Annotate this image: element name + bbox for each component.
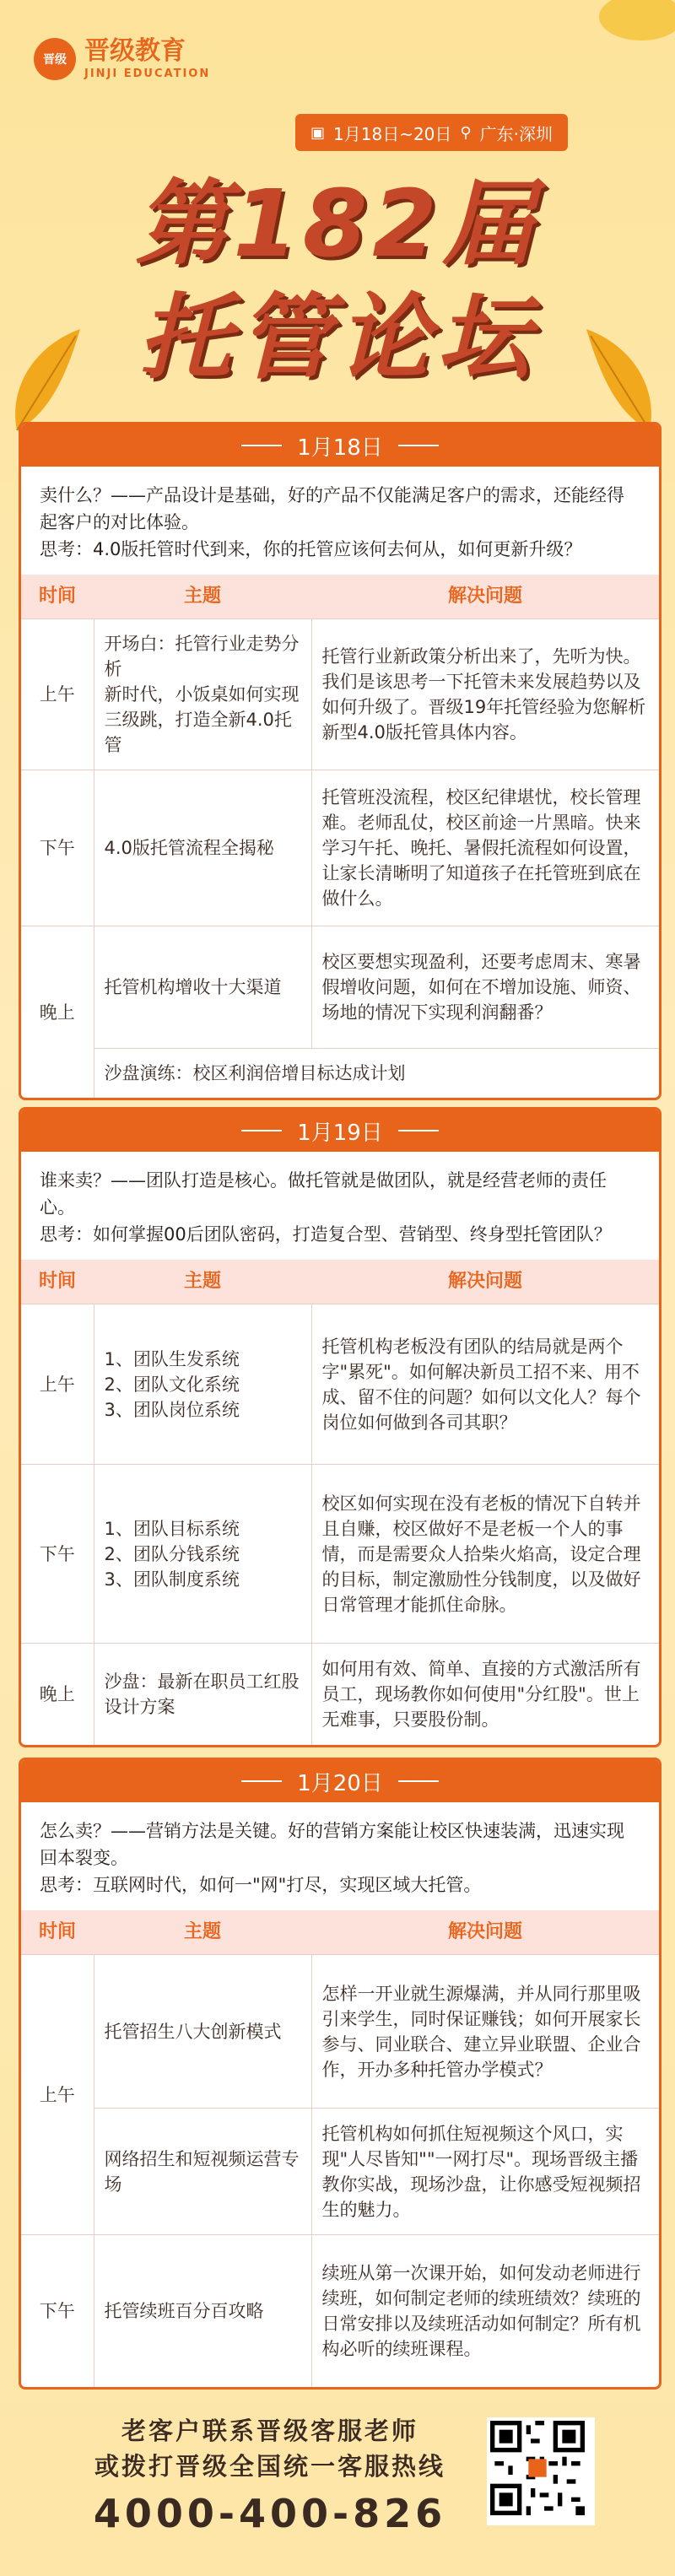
day-header [21, 1760, 659, 1802]
row-time: 晚上 [21, 926, 94, 1099]
table-row [21, 1465, 659, 1644]
day-intro [21, 1802, 659, 1910]
intro-question: 怎么卖？——营销方法是关键。好的营销方案能让校区快速装满，迅速实现回本裂变。 [40, 1821, 624, 1868]
event-dates: 1月18日~20日 [333, 123, 452, 144]
row-solution: 托管行业新政策分析出来了，先听为快。我们是该思考一下托管未来发展趋势以及如何升级了。晋级19年托管经验为您解析新型4.0版托管具体内容。 [311, 619, 659, 770]
header-solution: 解决问题 [311, 575, 659, 619]
table-row [21, 1955, 659, 2109]
row-time: 上午 [21, 1955, 94, 2235]
header-time: 时间 [21, 575, 94, 619]
table-row [21, 2109, 659, 2235]
qr-code[interactable] [487, 2417, 595, 2525]
table-row [21, 926, 659, 1049]
table-row [21, 619, 659, 770]
row-solution: 续班从第一次课开始，如何发动老师进行续班，如何制定老师的续班绩效？续班的日常安排以及续班活动如何制定？所有机构必听的续班课程。 [311, 2235, 659, 2387]
table-row [21, 2235, 659, 2387]
row-topic: 4.0版托管流程全揭秘 [94, 770, 311, 926]
date-location-badge [295, 114, 568, 151]
row-solution: 托管机构老板没有团队的结局就是两个字"累死"。如何解决新员工招不来、用不成、留不住的问题？如何以文化人？每个岗位如何做到各司其职？ [311, 1304, 659, 1465]
row-topic: 托管续班百分百攻略 [94, 2235, 311, 2387]
header-topic: 主题 [94, 575, 311, 619]
event-title-name: 托管论坛 [138, 284, 537, 392]
day-header [21, 1110, 659, 1152]
contact-text [51, 2413, 489, 2536]
row-topic: 托管招生八大创新模式 [94, 1955, 311, 2109]
header-solution: 解决问题 [311, 1260, 659, 1304]
row-solution: 托管机构如何抓住短视频这个风口，实现"人尽皆知""一网打尽"。现场晋级主播教你实战，现场沙盘，让你感受短视频招生的魅力。 [311, 2109, 659, 2235]
table-row [21, 770, 659, 926]
row-solution: 校区如何实现在没有老板的情况下自转并且自赚，校区做好不是老板一个人的事情，而是需要众人拾柴火焰高，设定合理的目标，制定激励性分钱制度，以及做好日常管理才能抓住命脉。 [311, 1465, 659, 1644]
intro-question: 卖什么？——产品设计是基础，好的产品不仅能满足客户的需求，还能经得起客户的对比体验。 [40, 485, 624, 532]
day-header [21, 424, 659, 467]
header-solution: 解决问题 [311, 1910, 659, 1955]
intro-question: 谁来卖？——团队打造是核心。做托管就是做团队，就是经营老师的责任心。 [40, 1170, 607, 1218]
header-time: 时间 [21, 1910, 94, 1955]
row-extra: 沙盘演练：校区利润倍增目标达成计划 [94, 1049, 659, 1099]
event-header [0, 0, 675, 422]
location-pin-icon: ⚲ [460, 123, 472, 142]
calendar-icon: ▣ [310, 123, 326, 142]
day-date: 1月18日 [297, 435, 383, 461]
row-solution: 如何用有效、简单、直接的方式激活所有员工，现场教你如何使用"分红股"。世上无难事，只要股份制。 [311, 1644, 659, 1745]
day-card [19, 1107, 662, 1747]
day-card [19, 422, 662, 1100]
header-topic: 主题 [94, 1260, 311, 1304]
intro-thinking: 思考：4.0版托管时代到来，你的托管应该何去何从，如何更新升级？ [40, 539, 582, 559]
qr-code-icon [490, 2421, 585, 2515]
brand-logo [34, 35, 211, 80]
intro-thinking: 思考：互联网时代，如何一"网"打尽，实现区域大托管。 [40, 1875, 482, 1895]
brand-name-cn: 晋级教育 [84, 35, 186, 66]
row-time: 下午 [21, 2235, 94, 2387]
table-row [21, 1644, 659, 1745]
day-date: 1月20日 [297, 1770, 383, 1796]
hotline-phone[interactable]: 4000-400-826 [93, 2491, 447, 2536]
table-row [21, 1304, 659, 1465]
schedule-table [21, 1910, 659, 2387]
table-header-row [21, 1260, 659, 1304]
intro-thinking: 思考：如何掌握00后团队密码，打造复合型、营销型、终身型托管团队？ [40, 1224, 612, 1245]
header-time: 时间 [21, 1260, 94, 1304]
table-row [21, 1049, 659, 1099]
header-topic: 主题 [94, 1910, 311, 1955]
schedule-table [21, 1260, 659, 1745]
schedule-table [21, 575, 659, 1098]
logo-icon: 晋级 [34, 38, 76, 80]
day-date: 1月19日 [297, 1120, 383, 1146]
row-time: 上午 [21, 1304, 94, 1465]
event-location: 广东·深圳 [479, 123, 553, 144]
table-header-row [21, 575, 659, 619]
row-time: 下午 [21, 770, 94, 926]
row-topic: 托管机构增收十大渠道 [94, 926, 311, 1049]
event-title-edition: 第182届 [135, 170, 540, 278]
row-time: 下午 [21, 1465, 94, 1644]
row-solution: 托管班没流程，校区纪律堪忧，校长管理难。老师乱仗，校区前途一片黑暗。快来学习午托、晚托、暑假托流程如何设置，让家长清晰明了知道孩子在托管班到底在做什么。 [311, 770, 659, 926]
row-topic: 网络招生和短视频运营专场 [94, 2109, 311, 2235]
row-topic: 沙盘：最新在职员工红股设计方案 [94, 1644, 311, 1745]
row-time: 晚上 [21, 1644, 94, 1745]
brand-name-en: JINJI EDUCATION [84, 67, 211, 80]
row-solution: 怎样一开业就生源爆满，并从同行那里吸引来学生，同时保证赚钱；如何开展家长参与、同业联合、建立异业联盟、企业合作，开办多种托管办学模式？ [311, 1955, 659, 2109]
row-topic: 1、团队目标系统 2、团队分钱系统 3、团队制度系统 [94, 1465, 311, 1644]
row-time: 上午 [21, 619, 94, 770]
row-topic: 开场白：托管行业走势分析 新时代，小饭桌如何实现三级跳，打造全新4.0托管 [94, 619, 311, 770]
contact-line-2: 或拨打晋级全国统一客服热线 [94, 2452, 446, 2481]
row-solution: 校区要想实现盈利，还要考虑周末、寒暑假增收问题，如何在不增加设施、师资、场地的情况下实现利润翻番？ [311, 926, 659, 1049]
table-header-row [21, 1910, 659, 1955]
day-intro [21, 1152, 659, 1260]
day-intro [21, 467, 659, 575]
contact-footer [0, 2388, 675, 2576]
day-card [19, 1758, 662, 2390]
row-topic: 1、团队生发系统 2、团队文化系统 3、团队岗位系统 [94, 1304, 311, 1465]
contact-line-1: 老客户联系晋级客服老师 [121, 2417, 418, 2445]
